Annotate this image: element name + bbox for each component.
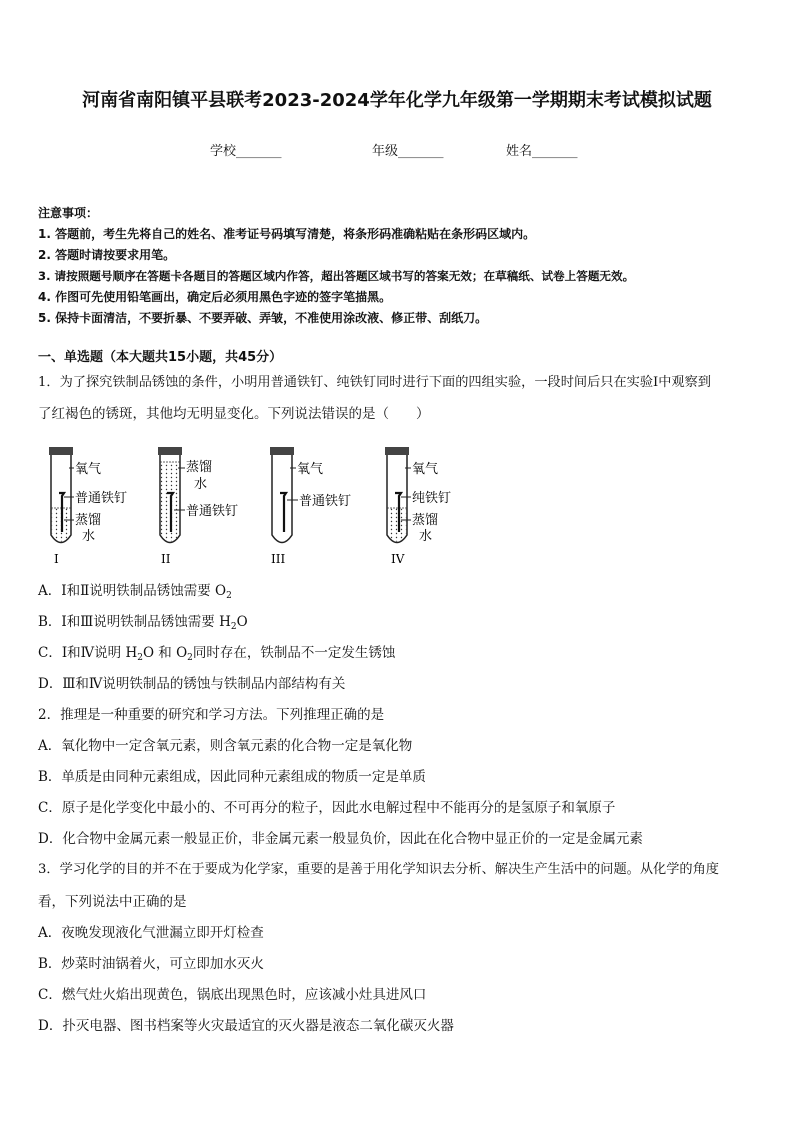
tube4-label-nail: 纯铁钉 <box>412 491 452 506</box>
note-item: 2. 答题时请按要求用笔。 <box>38 248 176 262</box>
q1-stem-line1: 1．为了探究铁制品锈蚀的条件，小明用普通铁钉、纯铁钉同时进行下面的四组实验，一段时间后只在实验Ⅰ中观察到 <box>38 375 711 390</box>
q1-option-c[interactable]: C．Ⅰ和Ⅳ说明 $H_2O$ 和 $O_2$同时存在，铁制品不一定发生锈蚀 <box>38 645 396 663</box>
q3-stem-line1: 3．学习化学的目的并不在于要成为化学家，重要的是善于用化学知识去分析、解决生产生活中的问题。从化学的角度 <box>38 862 719 877</box>
q1-option-b[interactable]: B．Ⅰ和Ⅲ说明铁制品锈蚀需要 $H_2O$ <box>38 614 248 632</box>
tube4-roman: IV <box>391 552 405 566</box>
notes-heading: 注意事项： <box>38 206 99 220</box>
tube3-label-nail: 普通铁钉 <box>299 494 352 509</box>
tube2-roman: II <box>161 552 171 566</box>
test-tube-2 <box>158 447 238 566</box>
q2-option-d[interactable]: D．化合物中金属元素一般显正价，非金属元素一般显负价，因此在化合物中显正价的一定是金属元素 <box>38 831 643 847</box>
tube1-label-water2: 水 <box>82 529 96 544</box>
section-heading: 一、单选题（本大题共15小题，共45分） <box>38 350 283 365</box>
page-title: 河南省南阳镇平县联考2023-2024学年化学九年级第一学期期末考试模拟试题 <box>82 90 712 111</box>
tube2-label-water2: 水 <box>194 477 208 492</box>
tube2-label-water1: 蒸馏 <box>186 460 213 475</box>
q3-option-c[interactable]: C．燃气灶火焰出现黄色，锅底出现黑色时，应该减小灶具进风口 <box>38 987 427 1003</box>
notes-block <box>38 203 768 329</box>
tube4-label-water2: 水 <box>419 529 433 544</box>
tube4-label-oxygen: 氧气 <box>412 462 439 477</box>
note-item: 4. 作图可先使用铅笔画出，确定后必须用黑色字迹的签字笔描黑。 <box>38 290 392 304</box>
note-item: 5. 保持卡面清洁，不要折暴、不要弄破、弄皱，不准使用涂改液、修正带、刮纸刀。 <box>38 311 488 325</box>
q3-option-a[interactable]: A．夜晚发现液化气泄漏立即开灯检查 <box>38 925 264 941</box>
tube1-roman: I <box>54 552 59 566</box>
tube1-label-water1: 蒸馏 <box>75 513 102 528</box>
q1-option-a[interactable]: A．Ⅰ和Ⅱ说明铁制品锈蚀需要 $O_2$ <box>38 583 232 601</box>
q2-option-c[interactable]: C．原子是化学变化中最小的、不可再分的粒子，因此水电解过程中不能再分的是氢原子和氧原子 <box>38 800 616 816</box>
test-tube-4 <box>385 447 451 566</box>
test-tube-3 <box>270 447 351 566</box>
name-field[interactable]: 姓名_______ <box>506 144 578 159</box>
q3-stem-line2: 看，下列说法中正确的是 <box>38 894 187 910</box>
grade-field[interactable]: 年级_______ <box>372 144 444 159</box>
tube1-label-oxygen: 氧气 <box>75 462 102 477</box>
q1-option-d[interactable]: D．Ⅲ和Ⅳ说明铁制品的锈蚀与铁制品内部结构有关 <box>38 676 346 692</box>
tube3-label-oxygen: 氧气 <box>297 462 324 477</box>
test-tube-1 <box>49 447 127 566</box>
q2-option-b[interactable]: B．单质是由同种元素组成，因此同种元素组成的物质一定是单质 <box>38 769 426 785</box>
school-field[interactable]: 学校_______ <box>210 144 282 159</box>
q2-stem: 2．推理是一种重要的研究和学习方法。下列推理正确的是 <box>38 707 385 723</box>
tube4-label-water1: 蒸馏 <box>412 513 439 528</box>
note-item: 1. 答题前，考生先将自己的姓名、准考证号码填写清楚，将条形码准确粘贴在条形码区域内。 <box>38 227 536 241</box>
q2-option-a[interactable]: A．氧化物中一定含氧元素，则含氧元素的化合物一定是氧化物 <box>38 738 413 754</box>
tube1-label-nail: 普通铁钉 <box>75 491 128 506</box>
q1-figure <box>40 440 480 570</box>
note-item: 3. 请按照题号顺序在答题卡各题目的答题区域内作答，超出答题区域书写的答案无效；在草稿纸、试卷上答题无效。 <box>38 269 635 283</box>
q3-option-b[interactable]: B．炒菜时油锅着火，可立即加水灭火 <box>38 956 264 972</box>
tube2-label-nail: 普通铁钉 <box>186 504 239 519</box>
q1-stem-line2: 了红褐色的锈斑，其他均无明显变化。下列说法错误的是（ ） <box>38 406 430 422</box>
q3-option-d[interactable]: D．扑灭电器、图书档案等火灾最适宜的灭火器是液态二氧化碳灭火器 <box>38 1018 454 1034</box>
tube3-roman: III <box>271 552 286 566</box>
